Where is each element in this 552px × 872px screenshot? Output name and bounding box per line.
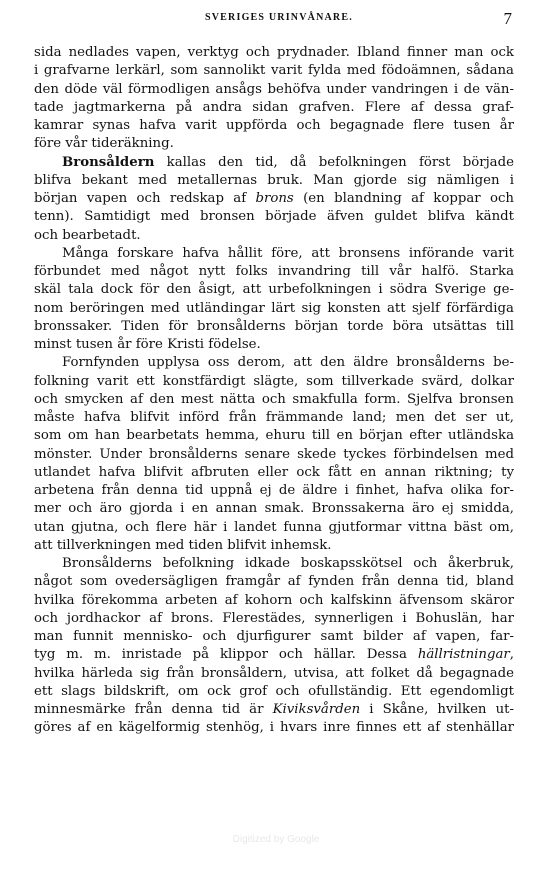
text-line [34,99,514,117]
text-line [34,354,514,372]
text-segment: förbundet med något nytt folks invandring till vår halfö. Starka [34,264,514,279]
text-segment: arbetena från denna tid uppnå ej de äldre i finhet, hafva olika for- [34,483,514,498]
text-line [34,555,514,573]
page-number: 7 [503,9,512,28]
text-segment: tade jagtmarkerna på andra sidan grafven. Flere af dessa graf- [34,99,514,115]
text-line [34,573,514,591]
text-line [34,172,514,190]
text-segment: Många forskare hafva hållit före, att bronsens införande varit [62,245,514,261]
text-segment: mönster. Under bronsålderns senare skede tyckes förbindelsen med [34,446,514,462]
text-line [34,300,514,318]
text-line [34,391,514,409]
body-text [34,44,514,738]
text-segment: och bearbetadt. [34,227,141,243]
text-segment: och jordhackor af brons. Flerestädes, synnerligen i Bohuslän, har [34,610,514,626]
text-line [34,208,514,226]
text-segment: bronssaker. Tiden för bronsålderns början torde böra utsättas till [34,318,514,334]
text-line [34,628,514,646]
watermark: Digitized by Google [232,834,320,845]
text-segment: nom beröringen med utländingar lärt sig konsten att sjelf förfärdiga [34,300,514,316]
text-line [34,190,514,208]
text-segment: måste hafva blifvit införd från främmande land; men det ser ut, [34,410,514,425]
text-line [34,81,514,99]
text-line [34,446,514,464]
text-segment: utlandet hafva blifvit afbruten eller ock fått en annan riktning; ty [34,464,514,480]
text-segment: som om han bearbetats hemma, ehuru till en början efter utländska [34,428,514,444]
italic-term: hällristningar [417,647,510,663]
text-segment: göres af en kägelformig stenhög, i hvars inre finnes ett af stenhällar [34,720,514,736]
text-segment: , [509,647,514,663]
text-line [34,646,514,664]
text-segment: man funnit mennisko- och djurfigurer samt bilder af vapen, far- [34,629,514,644]
text-segment: början vapen och redskap af [34,191,256,206]
text-line [34,537,514,555]
text-line [34,117,514,135]
text-line [34,245,514,263]
text-line [34,519,514,537]
text-segment: den döde väl förmodligen ansågs behöfva under vandringen i de vän- [34,81,514,97]
text-segment: något som ovedersägligen framgår af fynden från denna tid, bland [34,574,514,590]
text-line [34,464,514,482]
italic-term: Kiviksvården [272,702,361,717]
text-segment: hvilka förekomma arbeten af kohorn och kalfskinn äfvensom skäror [34,592,514,608]
text-segment: att tillverkningen med tiden blifvit inhemsk. [34,537,332,553]
text-line [34,409,514,427]
text-line [34,62,514,80]
text-segment: mer och äro gjorda i en annan smak. Bronssakerna äro ej smidda, [34,501,514,517]
text-segment: folkning varit ett konstfärdigt slägte, som tillverkade svärd, dolkar [34,373,514,389]
text-segment: tenn). Samtidigt med bronsen började äfven guldet blifva kändt [34,209,514,225]
text-line [34,135,514,153]
text-segment: Bronsålderns befolkning idkade boskapsskötsel och åkerbruk, [62,556,514,571]
text-line [34,427,514,445]
text-segment: Fornfynden upplysa oss derom, att den äldre bronsålderns be- [62,355,514,371]
text-segment: i grafvarne lerkärl, som sannolikt varit fylda med födoämnen, sådana [34,63,514,79]
text-line [34,683,514,701]
text-line [34,154,514,172]
text-segment: i Skåne, hvilken ut- [360,702,514,717]
text-line [34,373,514,391]
text-segment: (en blandning af koppar och [293,191,514,206]
running-title: SVERIGES URINVÅNARE. [205,12,353,23]
text-line [34,281,514,299]
text-segment: utan gjutna, och flere här i landet funna gjutformar vittna bäst om, [34,519,514,535]
page-header [0,10,552,32]
text-line [34,318,514,336]
text-segment: minnesmärke från denna tid är [34,702,273,717]
text-segment: ett slags bildskrift, om ock grof och ofullständig. Ett egendomligt [34,683,514,699]
text-segment: minst tusen år före Kristi födelse. [34,337,261,352]
text-segment: sida nedlades vapen, verktyg och prydnader. Ibland finner man ock [34,45,514,60]
text-line [34,482,514,500]
text-line [34,44,514,62]
italic-term: brons [255,191,294,206]
text-line [34,719,514,737]
text-line [34,665,514,683]
text-line [34,592,514,610]
text-line [34,701,514,719]
text-segment: skäl tala dock för den åsigt, att urbefolkningen i södra Sverige ge- [34,282,514,298]
text-segment: hvilka härleda sig från bronsåldern, utvisa, att folket då begagnade [34,665,514,681]
text-segment: tyg m. m. inristade på klippor och hällar. Dessa [34,647,418,663]
text-segment: kallas den tid, då befolkningen först började [154,154,514,170]
text-line [34,500,514,518]
text-line [34,610,514,628]
text-line [34,336,514,354]
text-segment: kamrar synas hafva varit uppförda och begagnade flere tusen år [34,118,514,133]
bold-term: Bronsåldern [62,154,155,170]
text-segment: före vår tideräkning. [34,136,174,152]
text-segment: och smycken af den mest nätta och smakfulla form. Sjelfva bronsen [34,391,514,407]
text-line [34,263,514,281]
text-segment: blifva bekant med metallernas bruk. Man gjorde sig nämligen i [34,172,514,188]
text-line [34,227,514,245]
